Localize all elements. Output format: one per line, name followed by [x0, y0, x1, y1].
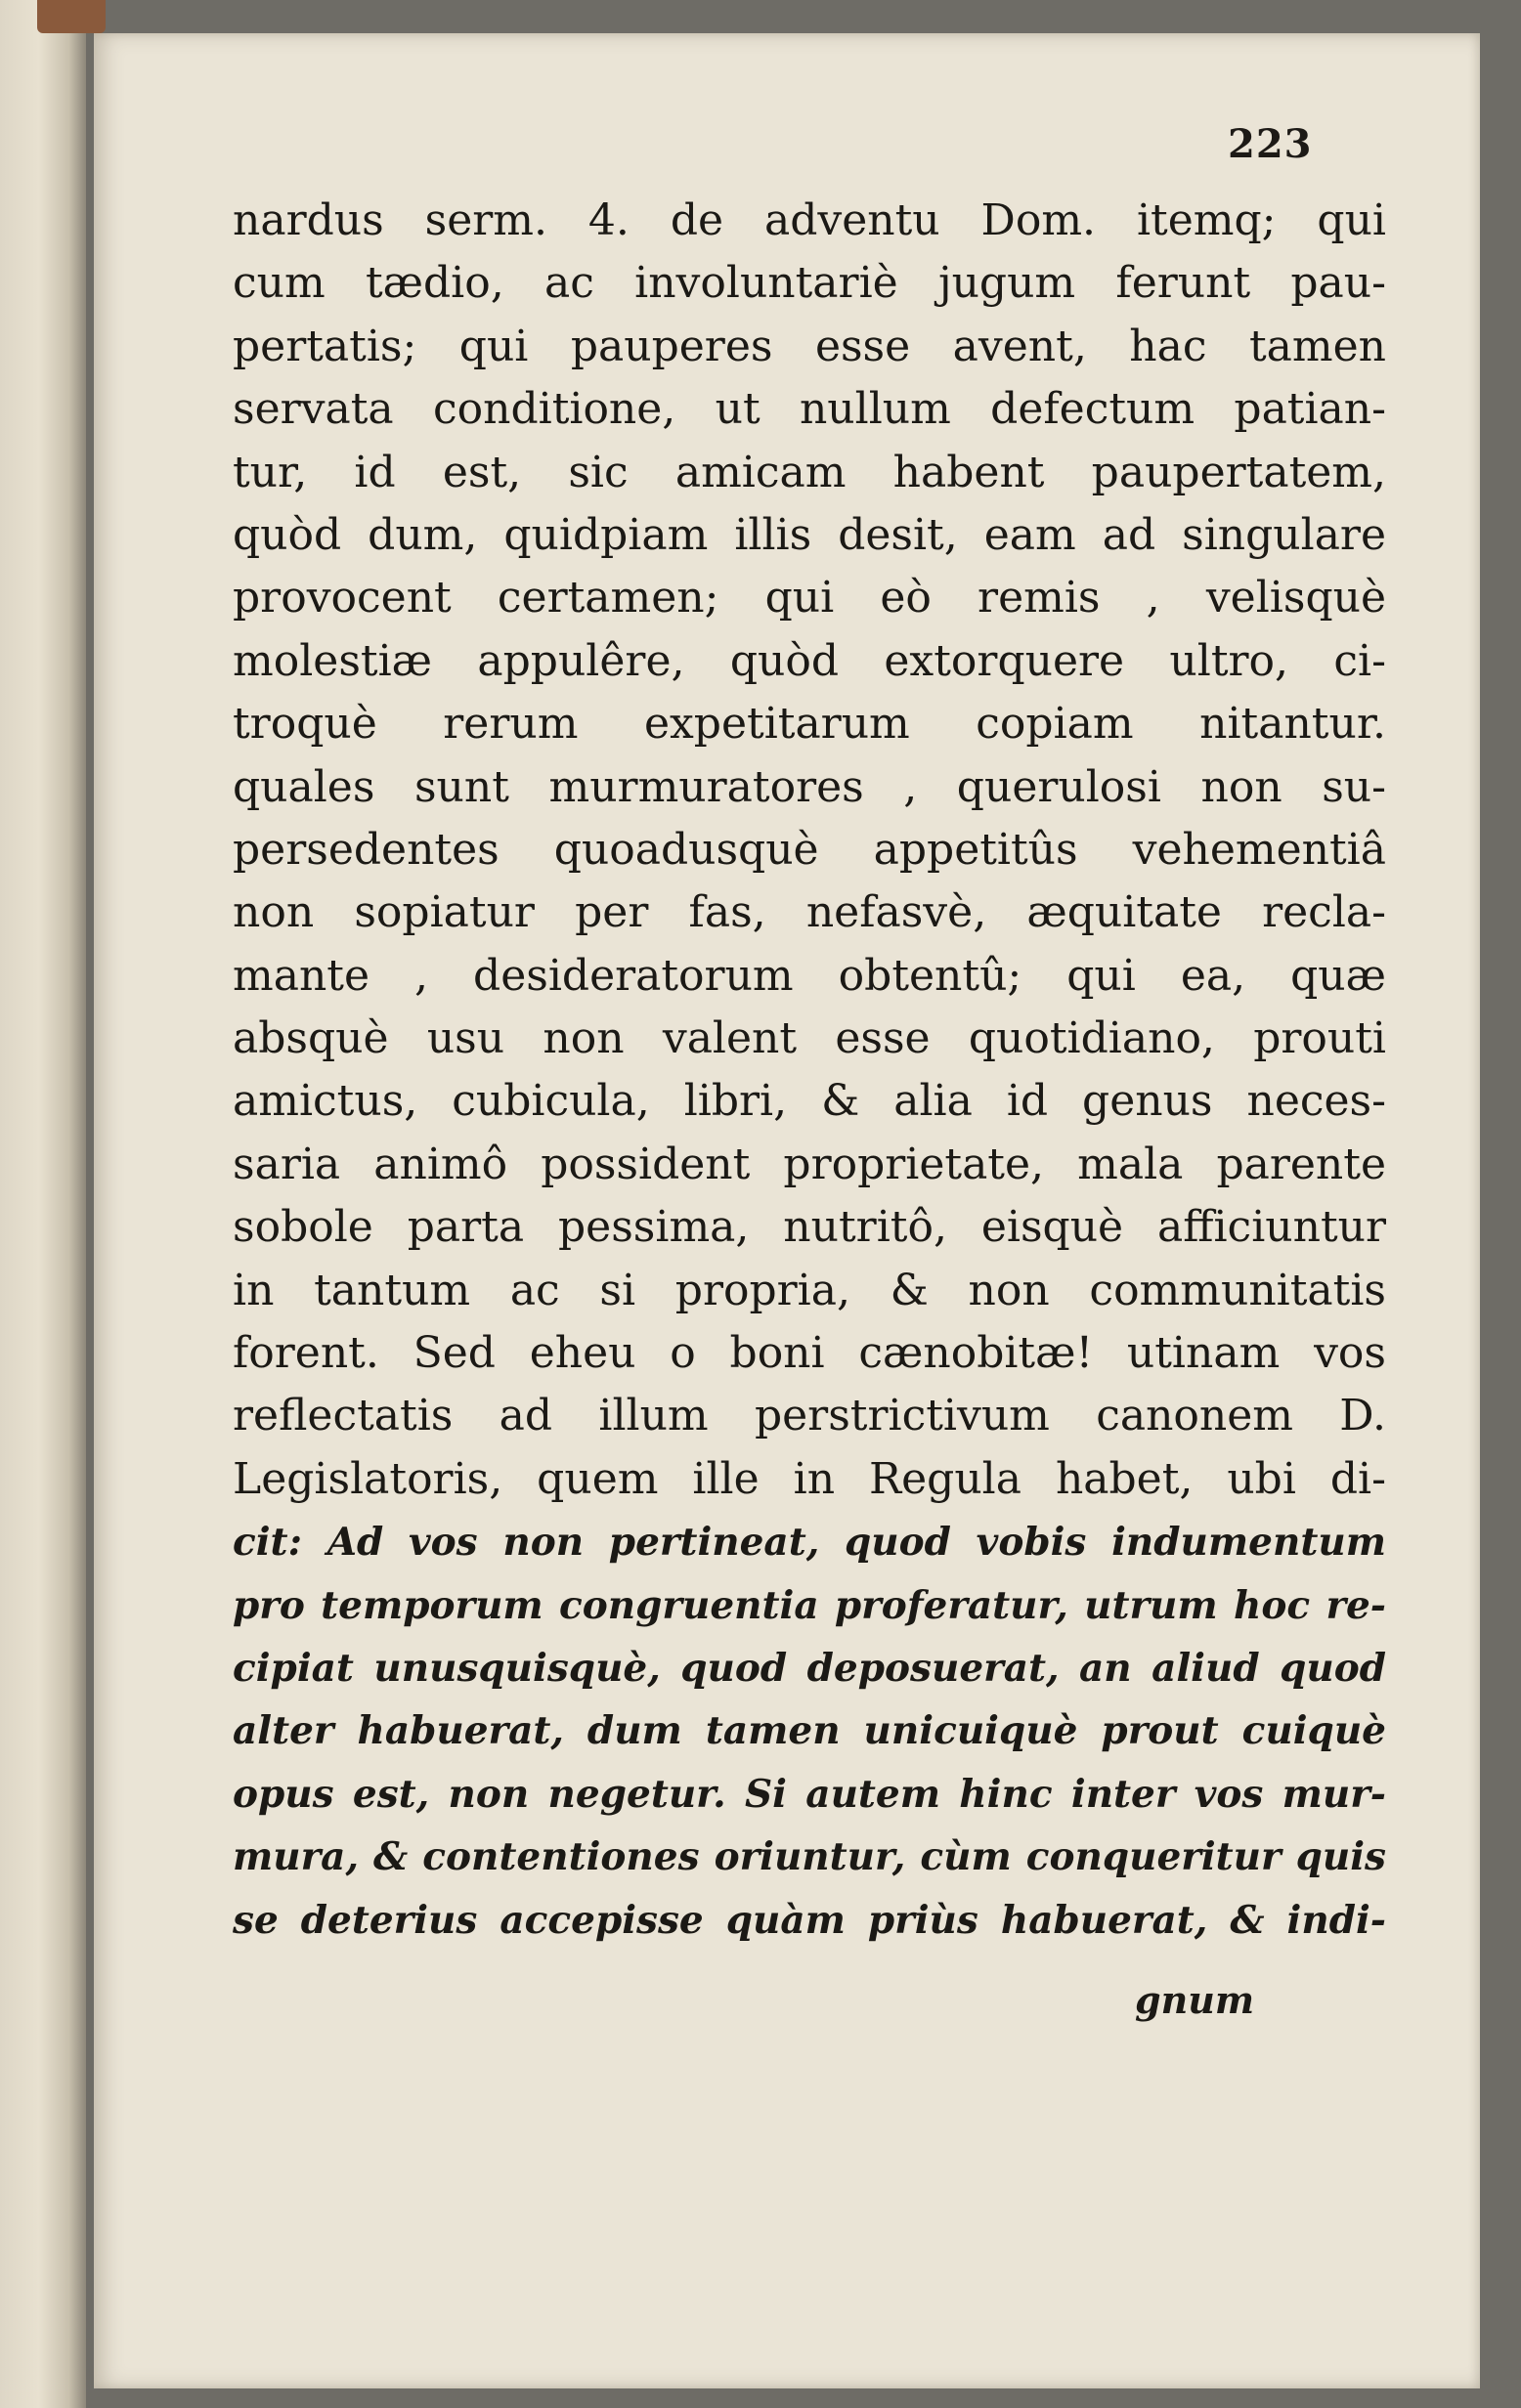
text-line: molestiæ appulêre, quòd extorquere ultro, ci- — [233, 635, 1386, 686]
text-line: reflectatis ad illum perstrictivum canonem D. — [233, 1391, 1386, 1441]
text-line: amictus, cubicula, libri, & alia id genus neces- — [233, 1076, 1386, 1127]
italic-quote-line: opus est, non negetur. Si autem hinc inter vos mur- — [233, 1771, 1386, 1817]
text-line: non sopiatur per fas, nefasvè, æquitate recla- — [233, 887, 1386, 938]
text-line: servata conditione, ut nullum defectum patian- — [233, 384, 1386, 435]
text-line: provocent certamen; qui eò remis , velisquè — [233, 573, 1386, 624]
italic-quote-line: alter habuerat, dum tamen unicuiquè prout cuiquè — [233, 1708, 1386, 1754]
text-line: quòd dum, quidpiam illis desit, eam ad singulare — [233, 509, 1386, 560]
italic-quote-line: pro temporum congruentia proferatur, utrum hoc re- — [233, 1582, 1386, 1628]
text-line: pertatis; qui pauperes esse avent, hac tamen — [233, 321, 1386, 371]
text-line: tur, id est, sic amicam habent paupertatem, — [233, 447, 1386, 497]
text-line: absquè usu non valent esse quotidiano, prouti — [233, 1013, 1386, 1064]
italic-quote-line: cipiat unusquisquè, quod deposuerat, an aliud quod — [233, 1645, 1386, 1691]
italic-quote-line: cit: Ad vos non pertineat, quod vobis indumentum — [233, 1520, 1386, 1566]
catchword: gnum — [1135, 1978, 1255, 2022]
binding-tab — [37, 0, 106, 33]
text-line: sobole parta pessima, nutritô, eisquè afficiuntur — [233, 1202, 1386, 1253]
text-line: nardus serm. 4. de adventu Dom. itemq; qui — [233, 195, 1386, 245]
page-text-block — [233, 190, 1386, 1952]
text-line: in tantum ac si propria, & non communitatis — [233, 1265, 1386, 1315]
book-page — [94, 33, 1480, 2388]
italic-quote-line: mura, & contentiones oriuntur, cùm conqueritur quis — [233, 1834, 1386, 1880]
text-line: cum tædio, ac involuntariè jugum ferunt pau- — [233, 258, 1386, 309]
text-line: quales sunt murmuratores , querulosi non su- — [233, 761, 1386, 812]
text-line: saria animô possident proprietate, mala parente — [233, 1139, 1386, 1189]
page-number: 223 — [1228, 121, 1313, 167]
text-line: forent. Sed eheu o boni cænobitæ! utinam vos — [233, 1328, 1386, 1379]
book-binding-edge — [0, 0, 86, 2408]
text-line: persedentes quoadusquè appetitûs vehementiâ — [233, 824, 1386, 875]
text-line: Legislatoris, quem ille in Regula habet, ubi di- — [233, 1453, 1386, 1504]
text-line: mante , desideratorum obtentû; qui ea, quæ — [233, 950, 1386, 1001]
text-line: troquè rerum expetitarum copiam nitantur. — [233, 699, 1386, 750]
italic-quote-line: se deterius accepisse quàm priùs habuerat, & indi- — [233, 1897, 1386, 1943]
